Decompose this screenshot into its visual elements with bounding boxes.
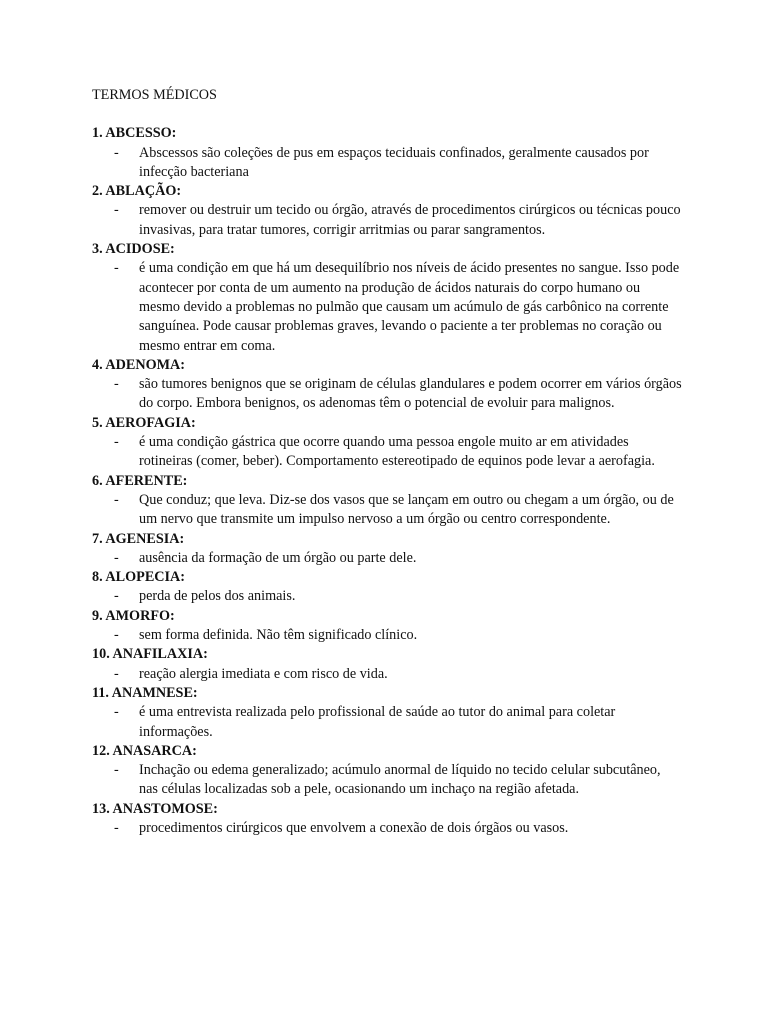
term-definition (92, 259, 682, 355)
term-heading: 12. ANASARCA: (92, 742, 197, 759)
definition-text: é uma condição em que há um desequilíbrio nos níveis de ácido presentes no sangue. Isso pode acontecer por conta de um aumento na produção de ácidos naturais do corpo humano ou mesmo devido a problemas no pulmão que causam um acúmulo de gás carbônico na corrente sanguínea. Pode causar problemas graves, levando o paciente a ter problemas no coração ou mesmo entrar em coma. (139, 260, 680, 354)
term-entry (92, 240, 682, 356)
term-heading: 6. AFERENTE: (92, 472, 188, 489)
term-heading: 13. ANASTOMOSE: (92, 800, 218, 817)
definition-text: é uma condição gástrica que ocorre quando uma pessoa engole muito ar em atividades rotineiras (comer, beber). Comportamento estereotipado de equinos pode levar a aerofagia. (139, 434, 655, 470)
term-definition (92, 665, 682, 684)
term-definition (92, 703, 682, 742)
term-heading: 9. AMORFO: (92, 607, 175, 624)
term-heading: 1. ABCESSO: (92, 125, 177, 142)
definition-text: perda de pelos dos animais. (139, 588, 296, 605)
definition-text: Abscessos são coleções de pus em espaços teciduais confinados, geralmente causados por infecção bacteriana (139, 144, 649, 180)
term-definition (92, 491, 682, 530)
term-entry (92, 356, 682, 414)
term-definition (92, 549, 682, 568)
term-definition (92, 375, 682, 414)
bullet-dash: - (114, 762, 119, 779)
definition-text: são tumores benignos que se originam de células glandulares e podem ocorrer em vários órgãos do corpo. Embora benignos, os adenomas têm o potencial de evoluir para malignos. (139, 376, 682, 412)
bullet-dash: - (114, 491, 119, 508)
document-title: TERMOS MÉDICOS (92, 87, 217, 103)
definition-text: ausência da formação de um órgão ou parte dele. (139, 549, 417, 566)
definition-text: remover ou destruir um tecido ou órgão, através de procedimentos cirúrgicos ou técnicas pouco invasivas, para tratar tumores, corrigir arritmias ou parar sangramentos. (139, 202, 681, 238)
term-entry (92, 414, 682, 472)
definition-text: Que conduz; que leva. Diz-se dos vasos que se lançam em outro ou chegam a um órgão, ou de um nervo que transmite um impulso nervoso a um órgão ou centro correspondente. (139, 491, 674, 528)
term-definition (92, 144, 682, 183)
term-heading: 7. AGENESIA: (92, 530, 185, 547)
bullet-dash: - (114, 627, 119, 644)
term-heading: 10. ANAFILAXIA: (92, 646, 208, 663)
term-definition (92, 761, 682, 800)
term-heading: 4. ADENOMA: (92, 356, 186, 373)
definition-text: procedimentos cirúrgicos que envolvem a conexão de dois órgãos ou vasos. (139, 819, 569, 836)
definition-text: é uma entrevista realizada pelo profissional de saúde ao tutor do animal para coletar informações. (139, 704, 616, 740)
term-heading: 2. ABLAÇÃO: (92, 183, 182, 200)
definition-text: reação alergia imediata e com risco de vida. (139, 665, 388, 682)
term-entry (92, 182, 682, 240)
bullet-dash: - (114, 144, 119, 161)
definition-text: Inchação ou edema generalizado; acúmulo anormal de líquido no tecido celular subcutâneo, nas células localizadas sob a pele, ocasionando um inchaço na região afetada. (139, 762, 661, 798)
term-entry (92, 684, 682, 742)
bullet-dash: - (114, 704, 119, 721)
bullet-dash: - (114, 819, 119, 836)
bullet-dash: - (114, 434, 119, 451)
definition-text: sem forma definida. Não têm significado clínico. (139, 627, 418, 644)
document-page (92, 86, 682, 838)
term-heading: 5. AEROFAGIA: (92, 414, 196, 431)
term-definition (92, 819, 682, 838)
bullet-dash: - (114, 376, 119, 393)
term-heading: 3. ACIDOSE: (92, 241, 175, 258)
term-heading: 8. ALOPECIA: (92, 569, 186, 586)
bullet-dash: - (114, 202, 119, 219)
bullet-dash: - (114, 260, 119, 277)
term-entry (92, 472, 682, 530)
term-definition (92, 433, 682, 472)
term-entry (92, 530, 682, 569)
term-heading: 11. ANAMNESE: (92, 684, 198, 701)
bullet-dash: - (114, 665, 119, 682)
term-definition (92, 587, 682, 606)
term-entry (92, 124, 682, 182)
bullet-dash: - (114, 588, 119, 605)
term-definition (92, 626, 682, 645)
term-entry (92, 800, 682, 839)
term-entry (92, 645, 682, 684)
term-entry (92, 568, 682, 607)
bullet-dash: - (114, 549, 119, 566)
term-definition (92, 201, 682, 240)
term-entry (92, 742, 682, 800)
term-entry (92, 607, 682, 646)
